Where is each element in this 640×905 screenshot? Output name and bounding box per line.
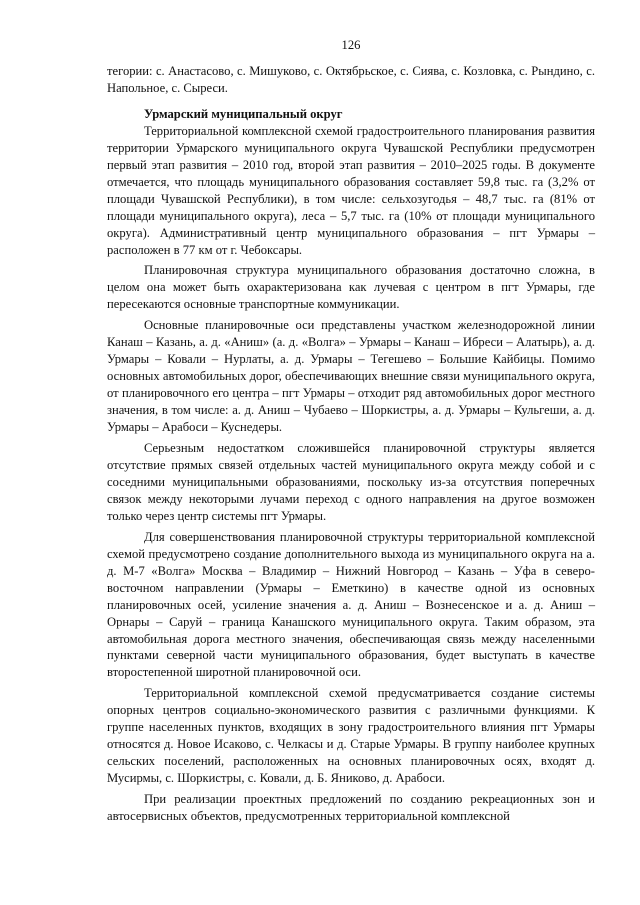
paragraph: При реализации проектных предложений по созданию рекреационных зон и автосервисных объектов, предусмотренных территориальной комплексной — [107, 792, 595, 824]
paragraph: Серьезным недостатком сложившейся планировочной структуры является отсутствие прямых связей отдельных частей муниципального округа между собой и с соседними муниципальными образованиями, поскольку из-за отсутствия поперечных связок между некоторыми лучами переход с одного направления на другое возможен только через центр системы пгт Урмары. — [107, 441, 595, 523]
paragraph: Основные планировочные оси представлены участком железнодорожной линии Канаш – Казань, а. д. «Аниш» (а. д. «Волга» – Урмары – Канаш – Ибреси – Алатырь), а. д. Урмары – Ковали – Нурлаты, а. д. Урмары – Тегешево – Большие Кайбицы. Помимо основных автомобильных дорог, обеспечивающих внешние связи муниципального округа, от планировочного его центра – пгт Урмары – отходит ряд автомобильных дорог местного значения, в том числе: а. д. Аниш – Чубаево – Шоркистры, а. д. Урмары – Кульгеши, а. д. Урмары – Арабоси – Куснедеры. — [107, 318, 595, 435]
paragraph: Планировочная структура муниципального образования достаточно сложна, в целом она может быть охарактеризована как лучевая с центром в пгт Урмары, где пересекаются основные транспортные коммуникации. — [107, 263, 595, 312]
intro-paragraph: тегории: с. Анастасово, с. Мишуково, с. Октябрьское, с. Сиява, с. Козловка, с. Рындино, с. Напольное, с. Сыреси. — [107, 64, 595, 95]
document-body — [107, 63, 595, 825]
page-number: 126 — [341, 38, 361, 52]
paragraph: Территориальной комплексной схемой предусматривается создание системы опорных центров социально-экономического развития с различными функциями. К группе населенных пунктов, входящих в зону градостроительного влияния пгт Урмары относятся д. Новое Исаково, с. Челкасы и д. Старые Урмары. В группу наиболее крупных сельских поселений, расположенных на основных планировочных осях, входят д. Мусирмы, с. Шоркистры, с. Ковали, д. Б. Яниково, д. Арабоси. — [107, 686, 595, 786]
section-heading: Урмарский муниципальный округ — [144, 106, 343, 121]
paragraph: Для совершенствования планировочной структуры территориальной комплексной схемой предусмотрено создание дополнительного выхода из муниципального округа на а. д. М-7 «Волга» Москва – Владимир – Нижний Новгород – Казань – Уфа в северо-восточном направлении (Урмары – Еметкино) в качестве одной из основных планировочных осей, усиление значения а. д. Аниш – Вознесенское и а. д. Аниш – Орнары – Саруй – граница Канашского муниципального округа. Таким образом, эта автомобильная дорога местного значения, обеспечивающая связь между населенными пунктами северной части муниципального образования, будет выступать в качестве второстепенной широтной планировочной оси. — [107, 529, 595, 680]
paragraph: Территориальной комплексной схемой градостроительного планирования развития территории Урмарского муниципального округа Чувашской Республики предусмотрен первый этап развития – 2010 год, второй этап развития – 2010–2025 годы. В документе отмечается, что площадь муниципального образования составляет 59,8 тыс. га (3,2% от площади Чувашской Республики), в том числе: сельхозугодья – 48,7 тыс. га (81% от площади муниципального округа), леса – 5,7 тыс. га (10% от площади муниципального округа). Административный центр муниципального образования – пгт Урмары – расположен в 77 км от г. Чебоксары. — [107, 123, 595, 257]
